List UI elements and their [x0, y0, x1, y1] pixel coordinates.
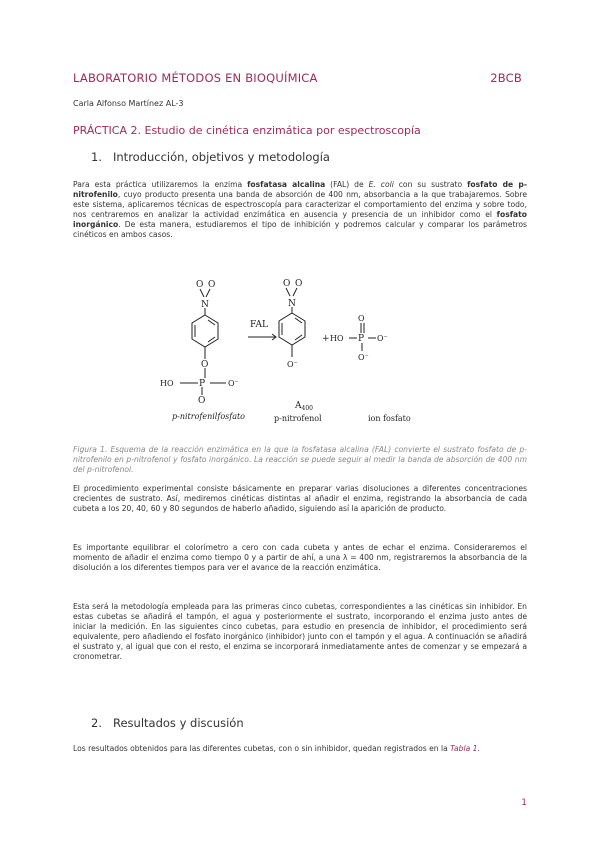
section-1-title: Introducción, objetivos y metodología — [113, 150, 330, 164]
atom-o: O — [196, 280, 204, 290]
figure-caption: Figura 1. Esquema de la reacción enzimática en la que la fosfatasa alcalina (FAL) convierte el sustrato fosfato de p-nitrofenilo en p-nitrofenol y fosfato inorgánico. La reacción se puede seguir al medir la banda de absorción de 400 nm del p-nitrofenol. — [73, 444, 527, 474]
header-title: LABORATORIO MÉTODOS EN BIOQUÍMICA — [73, 71, 318, 85]
table-1-reference[interactable]: Tabla 1 — [450, 744, 478, 753]
atom-o: O — [283, 279, 291, 289]
atom-n: N — [201, 300, 209, 310]
atom-ho: HO — [160, 379, 174, 388]
atom-p: P — [358, 334, 365, 344]
reaction-scheme-figure — [150, 275, 450, 427]
results-paragraph: Los resultados obtenidos para las diferentes cubetas, con o sin inhibidor, quedan registrados en la Tabla 1. — [73, 744, 480, 753]
section-2-heading — [91, 716, 244, 730]
author-name: Carla Alfonso Martínez AL-3 — [73, 99, 184, 108]
absorbance-label: $A_{400}$ — [295, 401, 313, 412]
intro-paragraph: Para esta práctica utilizaremos la enzima fosfatasa alcalina (FAL) de E. coli con su sustrato fosfato de p-nitrofenilo, cuyo producto presenta una banda de absorción de 400 nm, absorbancia a la que trabajaremos. Sobre este sistema, aplicaremos técnicas de espectroscopía para caracterizar el comportamiento del enzima y sobre todo, nos centraremos en analizar la actividad enzimática en ausencia y presencia de un inhibidor como el fosfato inorgánico. De esta manera, estudiaremos el tipo de inhibición y podremos calcular y comparar los parámetros cinéticos en ambos casos. — [73, 180, 527, 239]
plus-sign: + — [322, 334, 330, 344]
atom-o: O — [208, 280, 216, 290]
procedure-paragraph: El procedimiento experimental consiste básicamente en preparar varias disoluciones a diferentes concentraciones crecientes de sustrato. Así, mediremos cinéticas distintas al añadir el enzima, registrando la absorbancia de cada cubeta a los 20, 40, 60 y 80 segundos de haberlo añadido, siguiendo así la aparición de producto. — [73, 484, 527, 513]
atom-p: P — [199, 379, 206, 389]
section-1-heading — [91, 150, 330, 164]
atom-o: O — [201, 360, 209, 370]
methodology-paragraph: Esta será la metodología empleada para las primeras cinco cubetas, correspondientes a las cinéticas sin inhibidor. En estas cubetas se añadirá el tampón, el agua y posteriormente el sustrato, incorporando el enzima justo antes de iniciar la medición. En las siguientes cinco cubetas, para estudio en presencia de inhibidor, el procedimiento será equivalente, pero añadiendo el fosfato inorgánico (inhibidor) junto con el tampón y el agua. A continuación se añadirá el sustrato y, al igual que con el resto, el enzima se incorporará inmediatamente antes de comenzar y se empezará a cronometrar. — [73, 602, 527, 661]
product1-label: p-nitrofenol — [274, 414, 322, 423]
section-1-number: 1. — [91, 150, 102, 164]
section-2-title: Resultados y discusión — [113, 716, 244, 730]
term-fosfatasa: fosfatasa alcalina — [247, 180, 326, 189]
enzyme-label: FAL — [250, 320, 268, 330]
atom-o: O — [295, 279, 303, 289]
atom-o-minus: O⁻ — [228, 379, 239, 388]
atom-o-minus: O⁻ — [377, 334, 388, 343]
product2-label: ion fosfato — [368, 414, 411, 423]
term-fosfato-inorganico: fosfato inorgánico — [73, 210, 527, 229]
atom-ho: HO — [330, 334, 344, 343]
term-ecoli: E. coli — [368, 180, 394, 189]
calibration-paragraph: Es importante equilibrar el colorímetro a cero con cada cubeta y antes de echar el enzima. Consideraremos el momento de añadir el enzima como tiempo 0 y a partir de ahí, a una λ = 400 nm, registraremos la absorbancia de la disolución a los diferentes tiempos para ver el avance de la reacción enzimática. — [73, 543, 527, 572]
atom-o-minus: O⁻ — [287, 360, 298, 369]
term-sustrato: fosfato de p-nitrofenilo — [73, 180, 527, 199]
practica-title: PRÁCTICA 2. Estudio de cinética enzimática por espectroscopía — [73, 124, 421, 137]
section-2-number: 2. — [91, 716, 102, 730]
atom-o: O — [358, 314, 365, 323]
page-number: 1 — [521, 798, 527, 808]
reactant-label: p-nitrofenilfosfato — [172, 412, 245, 421]
atom-o-minus: O⁻ — [358, 353, 369, 362]
header-course: 2BCB — [490, 71, 522, 85]
atom-o: O — [198, 396, 206, 406]
atom-n: N — [288, 299, 296, 309]
